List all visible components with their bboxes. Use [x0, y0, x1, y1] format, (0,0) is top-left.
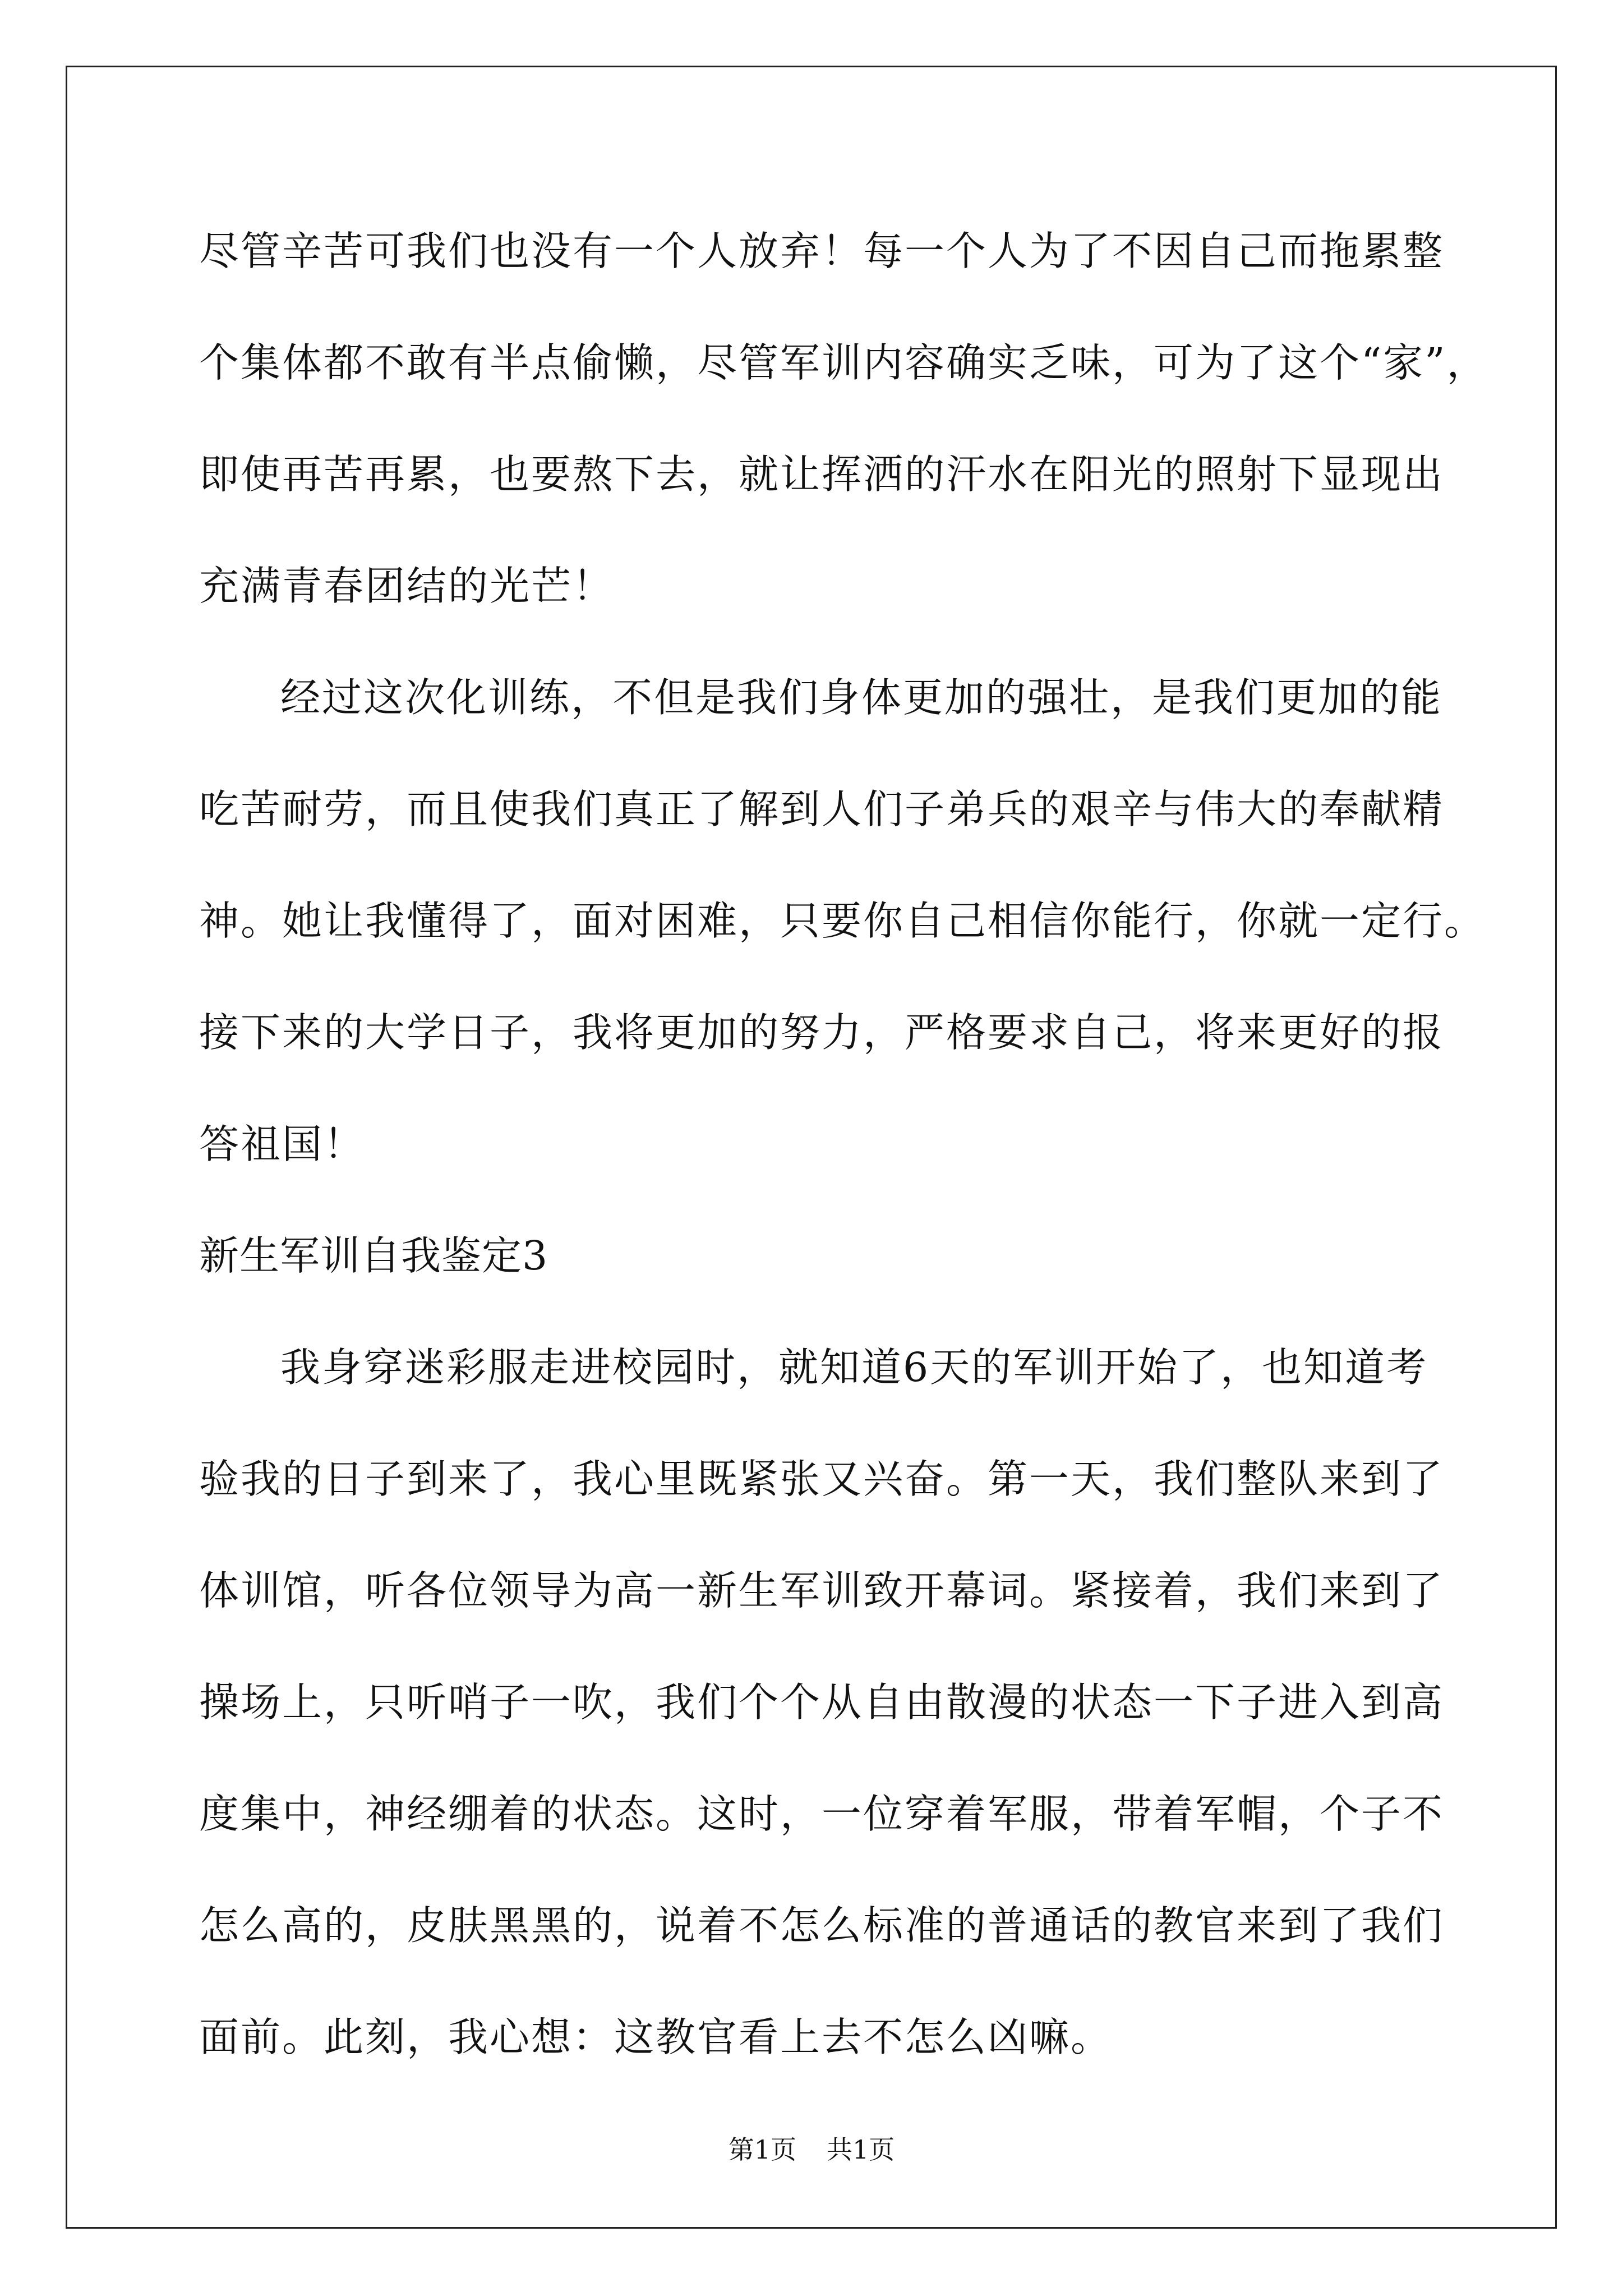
- paragraph-line: 神。她让我懂得了，面对困难，只要你自己相信你能行，你就一定行。: [199, 898, 1486, 944]
- paragraph-line: 尽管辛苦可我们也没有一个人放弃！每一个人为了不因自己而拖累整: [199, 228, 1445, 274]
- page-number: 第1页: [728, 2134, 796, 2165]
- paragraph-line: 吃苦耐劳，而且使我们真正了解到人们子弟兵的艰辛与伟大的奉献精: [199, 786, 1445, 832]
- paragraph-line: 验我的日子到来了，我心里既紧张又兴奋。第一天，我们整队来到了: [199, 1456, 1445, 1502]
- page-footer: [0, 2133, 1623, 2166]
- paragraph-line: 个集体都不敢有半点偷懒，尽管军训内容确实乏味，可为了这个“家”，: [199, 339, 1488, 386]
- paragraph-line: 接下来的大学日子，我将更加的努力，严格要求自己，将来更好的报: [199, 1009, 1445, 1056]
- paragraph-first-line: 经过这次化训练，不但是我们身体更加的强壮，是我们更加的能: [280, 674, 1443, 721]
- paragraph-line: 操场上，只听哨子一吹，我们个个从自由散漫的状态一下子进入到高: [199, 1679, 1445, 1726]
- page-total: 共1页: [827, 2134, 895, 2165]
- paragraph-line: 怎么高的，皮肤黑黑的，说着不怎么标准的普通话的教官来到了我们: [199, 1902, 1445, 1949]
- paragraph-first-line: 我身穿迷彩服走进校园时，就知道6天的军训开始了，也知道考: [280, 1344, 1428, 1391]
- paragraph-line: 度集中，神经绷着的状态。这时，一位穿着军服，带着军帽，个子不: [199, 1791, 1445, 1837]
- paragraph-line: 面前。此刻，我心想：这教官看上去不怎么凶嘛。: [199, 2014, 1113, 2060]
- paragraph-line: 充满青春团结的光芒！: [199, 563, 615, 609]
- section-heading: 新生军训自我鉴定3: [199, 1232, 548, 1279]
- paragraph-line: 即使再苦再累，也要熬下去，就让挥洒的汗水在阳光的照射下显现出: [199, 451, 1445, 498]
- paragraph-line: 答祖国！: [199, 1121, 366, 1167]
- paragraph-line: 体训馆，听各位领导为高一新生军训致开幕词。紧接着，我们来到了: [199, 1567, 1445, 1614]
